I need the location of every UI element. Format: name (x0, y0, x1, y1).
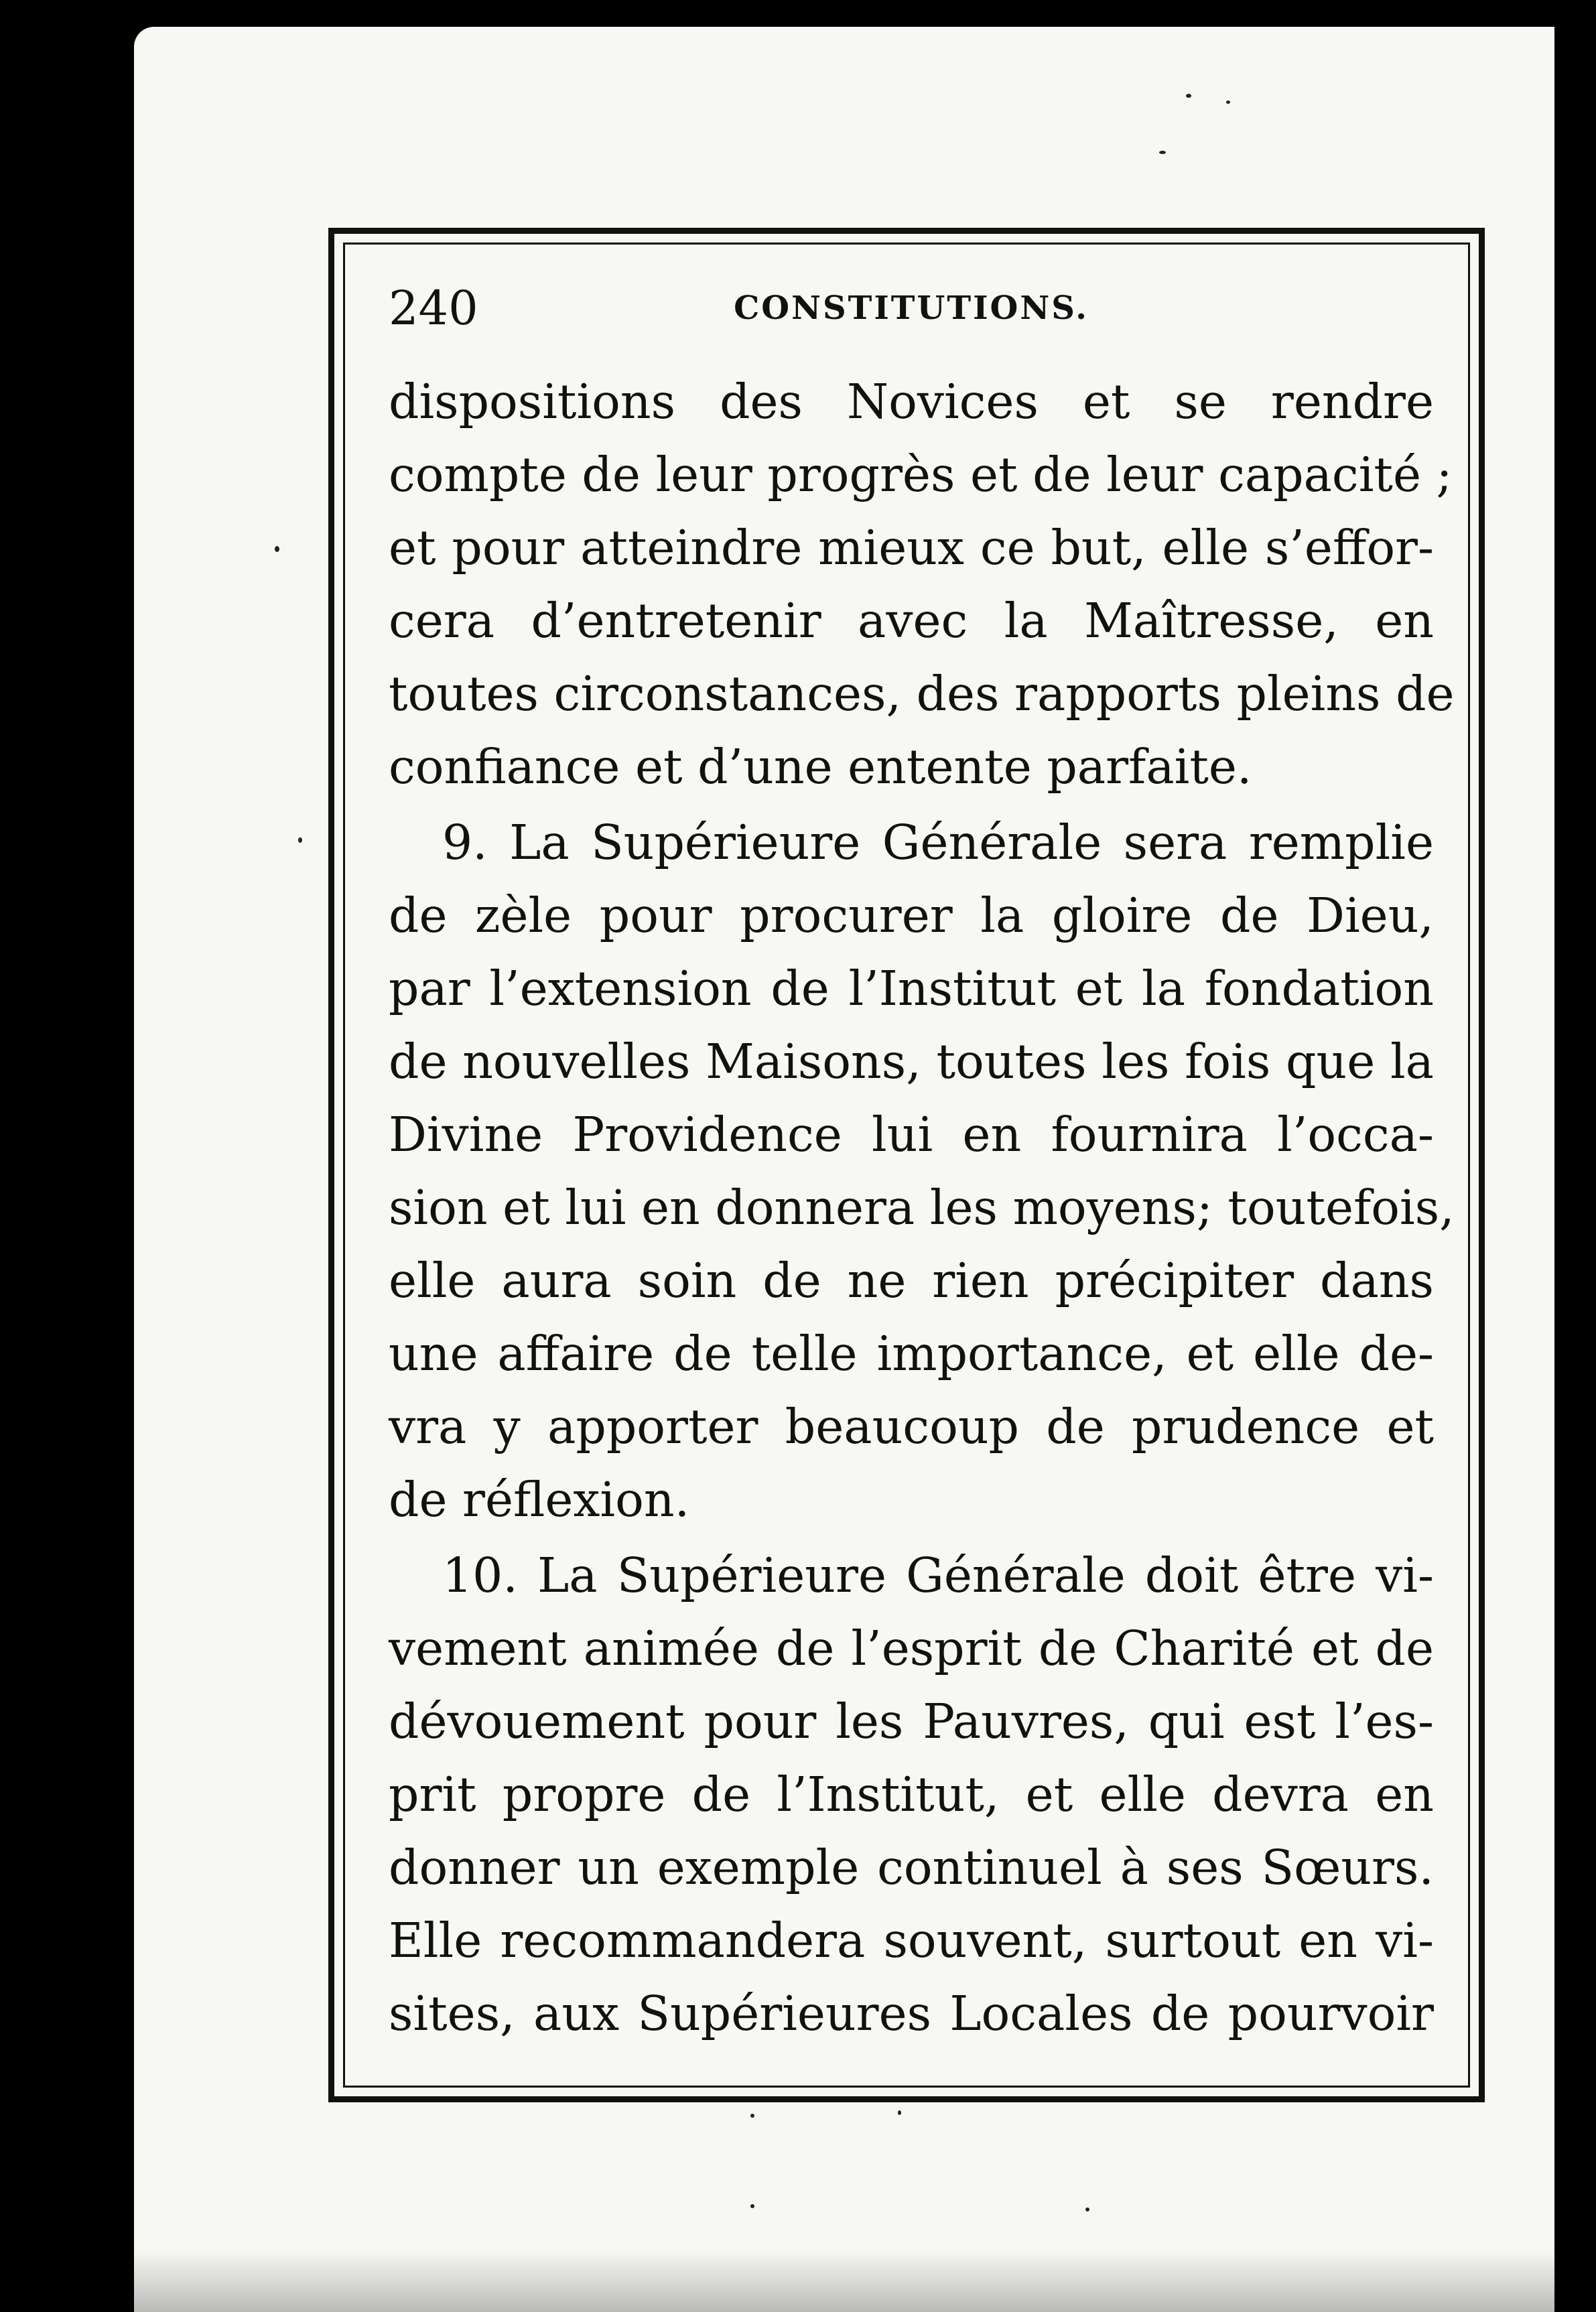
text-line: de réflexion. (389, 1472, 690, 1527)
text-line: dévouement pour les Pauvres, qui est l’es- (389, 1694, 1434, 1749)
text-line: dispositions des Novices et se rendre (389, 374, 1434, 429)
body-text (389, 365, 1455, 2050)
text-line: prit propre de l’Institut, et elle devra en (389, 1767, 1434, 1822)
text-line: compte de leur progrès et de leur capacité ; (389, 447, 1453, 502)
text-line: par l’extension de l’Institut et la fondation (389, 961, 1434, 1016)
text-line: sion et lui en donnera les moyens; toutefois, (389, 1180, 1455, 1235)
scan-speck (1186, 94, 1191, 98)
page-edge-shadow (134, 2251, 1554, 2312)
paragraph-1 (389, 365, 1455, 803)
running-head (389, 275, 1434, 342)
text-line: donner un exemple continuel à ses Sœurs. (389, 1840, 1434, 1895)
text-line: de zèle pour procurer la gloire de Dieu, (389, 888, 1434, 943)
text-line: et pour atteindre mieux ce but, elle s’effor- (389, 520, 1434, 575)
text-line: confiance et d’une entente parfaite. (389, 739, 1252, 795)
paragraph-2 (389, 806, 1455, 1536)
text-line: elle aura soin de ne rien précipiter dans (389, 1253, 1434, 1308)
scan-speck (898, 2110, 901, 2115)
text-line: Divine Providence lui en fournira l’occa- (389, 1107, 1434, 1162)
scan-speck (298, 837, 302, 843)
text-line: Elle recommandera souvent, surtout en vi- (389, 1913, 1434, 1968)
scan-speck (1085, 2207, 1089, 2212)
scan-speck (750, 2204, 754, 2208)
text-line: vement animée de l’esprit de Charité et de (389, 1621, 1434, 1676)
text-line: de nouvelles Maisons, toutes les fois que la (389, 1034, 1434, 1089)
page-number: 240 (389, 281, 478, 336)
text-line: une affaire de telle importance, et elle de- (389, 1326, 1434, 1381)
text-line: cera d’entretenir avec la Maîtresse, en (389, 593, 1434, 649)
text-line: sites, aux Supérieures Locales de pourvoir (389, 1986, 1434, 2041)
text-line: 10. La Supérieure Générale doit être vi- (442, 1548, 1434, 1603)
running-title: CONSTITUTIONS. (734, 289, 1089, 327)
text-line: toutes circonstances, des rapports pleins de (389, 666, 1455, 722)
text-line: 9. La Supérieure Générale sera remplie (442, 815, 1434, 870)
scan-speck (275, 546, 279, 552)
text-line: vra y apporter beaucoup de prudence et (389, 1399, 1434, 1454)
scan-speck (1226, 100, 1230, 104)
scan-speck (750, 2114, 754, 2118)
scan-speck (1159, 151, 1166, 154)
paragraph-3 (389, 1539, 1434, 2050)
